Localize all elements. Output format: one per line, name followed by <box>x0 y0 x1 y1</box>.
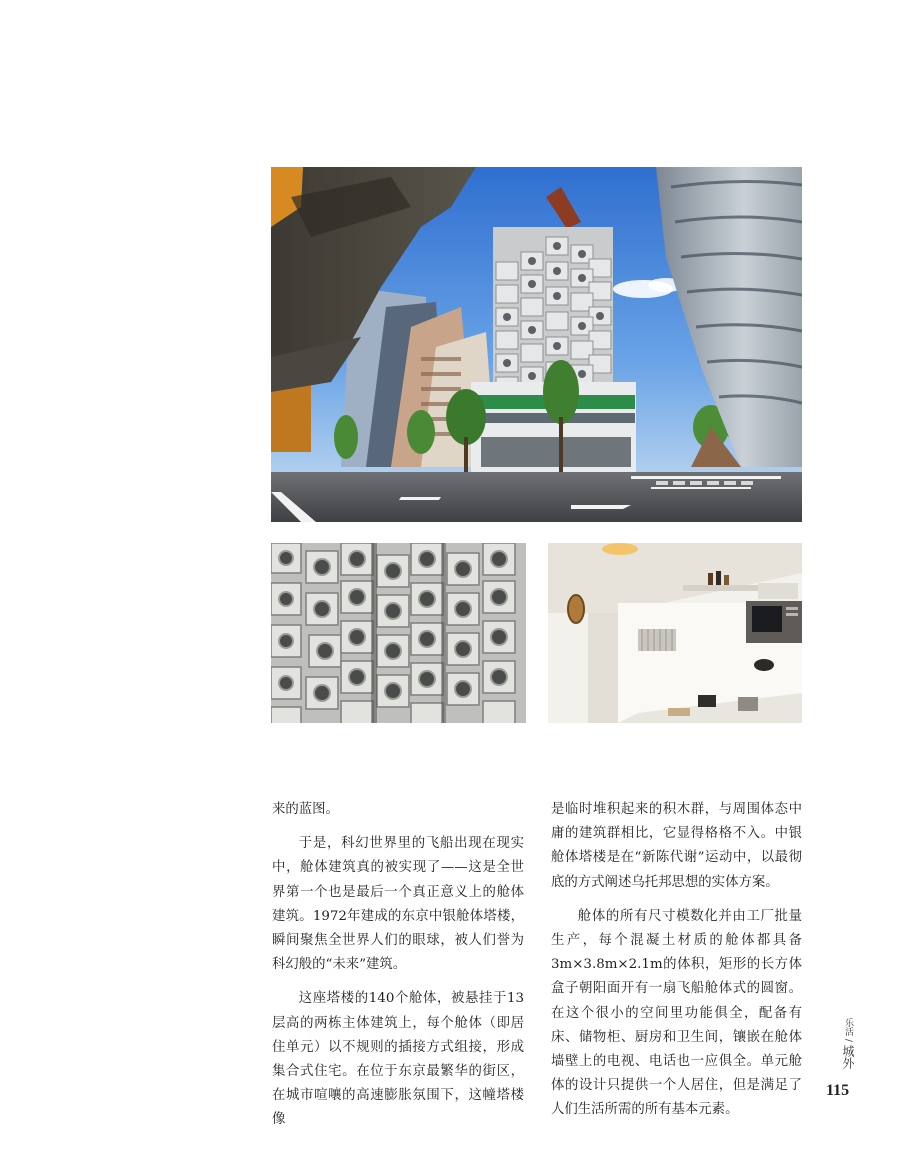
paragraph-metabolism: 是临时堆积起来的积木群，与周围体态中庸的建筑群相比，它显得格格不入。中银舱体塔楼是在“新陈代谢”运动中，以最彻底的方式阐述乌托邦思想的实体方案。 <box>551 802 802 890</box>
nakagin-tower-photo <box>271 167 802 522</box>
capsule-interior-photo <box>548 543 802 723</box>
article-right-column <box>551 798 802 1133</box>
paragraph-spaceship: 于是，科幻世界里的飞船出现在现实中，舱体建筑真的被实现了——这是全世界第一个也是最后一个真正意义上的舱体建筑。1972年建成的东京中银舱体塔楼，瞬间聚焦全世界人们的眼球，被人们誉为科幻般的“未来”建筑。 <box>272 836 524 973</box>
capsule-facade-photo <box>271 543 526 723</box>
paragraph-dimensions: 舱体的所有尺寸模数化并由工厂批量生产，每个混凝土材质的舱体都具备3m×3.8m×2.1m的体积，矩形的长方体盒子朝阳面开有一扇飞船舱体式的圆窗。在这个很小的空间里功能俱全，配备有床、储物柜、厨房和卫生间，镶嵌在舱体墙壁上的电视、电话也一应俱全。单元舱体的设计只提供一个人居住，但是满足了人们生活所需的所有基本元素。 <box>551 908 802 1118</box>
paragraph-continued: 来的蓝图。 <box>272 802 339 817</box>
section-label-big: 城外 <box>841 1044 855 1069</box>
section-label: 乐活 / 城外 <box>841 1018 855 1069</box>
page-number: 115 <box>826 1082 850 1099</box>
article-left-column <box>272 798 524 1143</box>
section-label-small: 乐活 <box>843 1018 853 1036</box>
paragraph-capsules: 这座塔楼的140个舱体，被悬挂于13层高的两栋主体建筑上，每个舱体（即居住单元）以不规则的插接方式组接，形成集合式住宅。在位于东京最繁华的街区，在城市喧嚷的高速膨胀氛围下，这幢塔楼像 <box>272 991 524 1128</box>
